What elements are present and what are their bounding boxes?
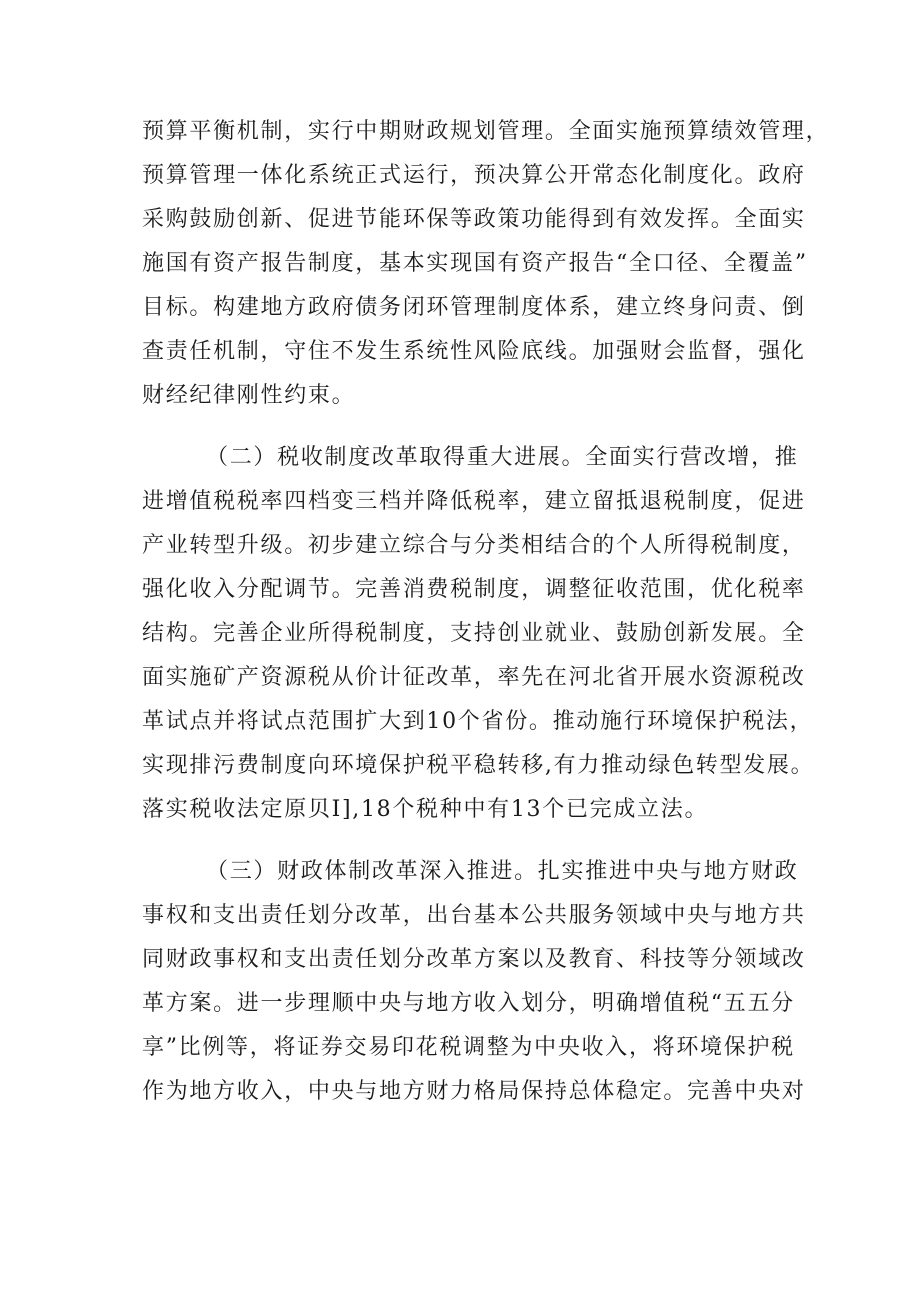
text-line: 查责任机制，守住不发生系统性风险底线。加强财会监督，强化 xyxy=(142,339,806,364)
text-line: 产业转型升级。初步建立综合与分类相结合的个人所得税制度， xyxy=(142,533,806,558)
text-line: 预算平衡机制，实行中期财政规划管理。全面实施预算绩效管理， xyxy=(142,119,830,144)
paragraph-tax-reform xyxy=(142,436,815,832)
text-line: 面实施矿产资源税从价计征改革，率先在河北省开展水资源税改 xyxy=(142,665,806,690)
text-line: 实现排污费制度向环境保护税平稳转移,有力推动绿色转型发展。 xyxy=(142,753,815,778)
text-line: 落实税收法定原贝I],18个税种中有13个已完成立法。 xyxy=(142,797,709,822)
text-line: 事权和支出责任划分改革，出台基本公共服务领域中央与地方共 xyxy=(142,903,806,928)
paragraph-budget xyxy=(142,110,830,418)
text-line: （二）税收制度改革取得重大进展。全面实行营改增，推 xyxy=(206,445,799,470)
text-line: （三）财政体制改革深入推进。扎实推进中央与地方财政 xyxy=(206,859,799,884)
text-line: 预算管理一体化系统正式运行，预决算公开常态化制度化。政府 xyxy=(142,163,806,188)
text-line: 享”比例等，将证券交易印花税调整为中央收入，将环境保护税 xyxy=(142,1035,795,1060)
text-line: 目标。构建地方政府债务闭环管理制度体系，建立终身问责、倒 xyxy=(142,295,806,320)
text-line: 作为地方收入，中央与地方财力格局保持总体稳定。完善中央对 xyxy=(142,1079,806,1104)
text-line: 结构。完善企业所得税制度，支持创业就业、鼓励创新发展。全 xyxy=(142,621,806,646)
text-line: 强化收入分配调节。完善消费税制度，调整征收范围，优化税率 xyxy=(142,577,806,602)
text-line: 革试点并将试点范围扩大到10个省份。推动施行环境保护税法， xyxy=(142,709,814,734)
text-line: 财经纪律刚性约束。 xyxy=(142,383,356,408)
document-page xyxy=(142,110,830,1114)
text-line: 施国有资产报告制度，基本实现国有资产报告“全口径、全覆盖” xyxy=(142,251,808,276)
text-line: 进增值税税率四档变三档并降低税率，建立留抵退税制度，促进 xyxy=(142,489,806,514)
paragraph-fiscal-system xyxy=(142,850,806,1114)
text-line: 同财政事权和支出责任划分改革方案以及教育、科技等分领域改 xyxy=(142,947,806,972)
text-line: 采购鼓励创新、促进节能环保等政策功能得到有效发挥。全面实 xyxy=(142,207,806,232)
text-line: 革方案。进一步理顺中央与地方收入划分，明确增值税“五五分 xyxy=(142,991,795,1016)
